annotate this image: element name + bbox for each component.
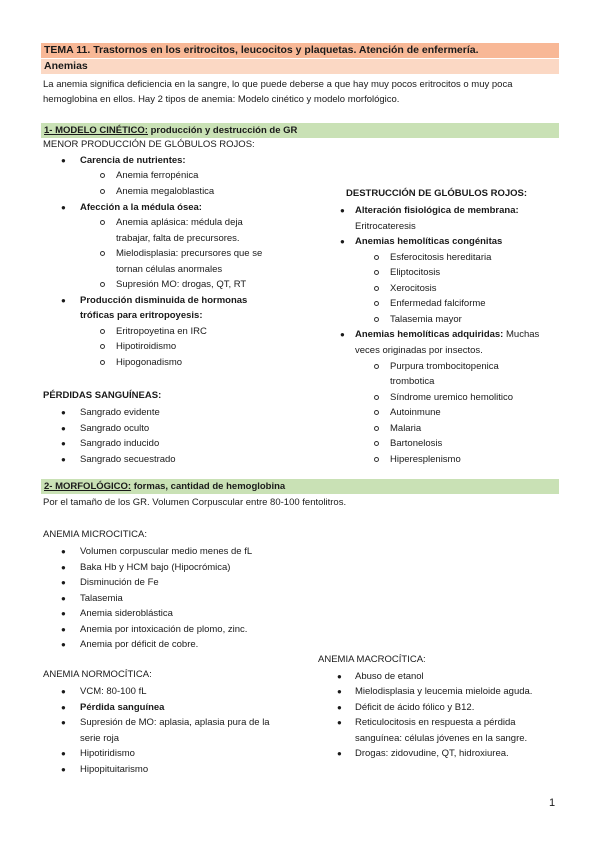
bullet-icon: ● <box>61 156 66 165</box>
circle-bullet-icon <box>374 301 379 306</box>
circle-bullet-icon <box>374 270 379 275</box>
circle-bullet-icon <box>374 317 379 322</box>
circle-bullet-icon <box>100 344 105 349</box>
list-item: Sangrado secuestrado <box>80 454 176 465</box>
bullet-icon: ● <box>61 424 66 433</box>
list-item: Déficit de ácido fólico y B12. <box>355 702 475 713</box>
bullet-icon: ● <box>61 718 66 727</box>
list-item: Autoinmune <box>390 407 441 418</box>
section2-title: formas, cantidad de hemoglobina <box>131 481 286 492</box>
group-label: Producción disminuida de hormonas <box>80 295 248 306</box>
circle-bullet-icon <box>374 426 379 431</box>
list-item: Pérdida sanguínea <box>80 702 165 713</box>
group-label: Afección a la médula ósea: <box>80 202 202 213</box>
bullet-icon: ● <box>61 296 66 305</box>
destruccion-heading: DESTRUCCIÓN DE GLÓBULOS ROJOS: <box>346 188 528 199</box>
bullet-icon: ● <box>61 203 66 212</box>
bullet-icon: ● <box>61 765 66 774</box>
bullet-icon: ● <box>337 687 342 696</box>
group-label-cont: tróficas para eritropoyesis: <box>80 310 203 321</box>
bullet-icon: ● <box>340 237 345 246</box>
list-item: Xerocitosis <box>390 283 437 294</box>
list-item: Abuso de etanol <box>355 671 424 682</box>
group-label: Alteración fisiológica de membrana: <box>355 205 519 216</box>
section1-header <box>41 123 559 138</box>
list-item: Bartonelosis <box>390 438 443 449</box>
group-label: Carencia de nutrientes: <box>80 155 186 166</box>
macrocitica-heading: ANEMIA MACROCÍTICA: <box>318 654 426 665</box>
list-item: Reticulocitosis en respuesta a pérdida <box>355 717 516 728</box>
list-item: Drogas: zidovudine, QT, hidroxiurea. <box>355 748 509 759</box>
circle-bullet-icon <box>100 251 105 256</box>
circle-bullet-icon <box>100 282 105 287</box>
circle-bullet-icon <box>374 410 379 415</box>
bullet-icon: ● <box>61 563 66 572</box>
circle-bullet-icon <box>374 255 379 260</box>
bullet-icon: ● <box>337 672 342 681</box>
list-item-cont: tornan células anormales <box>116 264 223 275</box>
list-item-cont: sanguínea: células jóvenes en la sangre. <box>355 733 528 744</box>
list-item: Purpura trombocitopenica <box>390 361 499 372</box>
circle-bullet-icon <box>100 329 105 334</box>
normocitica-heading: ANEMIA NORMOCÍTICA: <box>43 669 152 680</box>
bullet-icon: ● <box>61 594 66 603</box>
bullet-icon: ● <box>61 408 66 417</box>
bullet-icon: ● <box>61 625 66 634</box>
section1-title: producción y destrucción de GR <box>147 125 298 136</box>
bullet-icon: ● <box>61 640 66 649</box>
group-label <box>355 327 539 343</box>
list-item-cont: trombotica <box>390 376 435 387</box>
list-item: Sangrado evidente <box>80 407 160 418</box>
circle-bullet-icon <box>374 395 379 400</box>
list-item: Anemia sideroblástica <box>80 608 173 619</box>
bullet-icon: ● <box>61 439 66 448</box>
bullet-icon: ● <box>61 609 66 618</box>
list-item: Hipotiroidismo <box>116 341 177 352</box>
list-item: Hipopituitarismo <box>80 764 149 775</box>
page-number: 1 <box>549 797 556 809</box>
list-item: Anemia aplásica: médula deja <box>116 217 243 228</box>
menor-produccion-heading: MENOR PRODUCCIÓN DE GLÓBULOS ROJOS: <box>43 139 255 150</box>
section2-number: 2- MORFOLÓGICO: <box>44 481 132 492</box>
list-item: Sangrado oculto <box>80 423 150 434</box>
bullet-icon: ● <box>337 718 342 727</box>
list-item: VCM: 80-100 fL <box>80 686 147 697</box>
microcitica-heading: ANEMIA MICROCITICA: <box>43 529 147 540</box>
list-item: Hiperesplenismo <box>390 454 461 465</box>
document-title: TEMA 11. Trastornos en los eritrocitos, leucocitos y plaquetas. Atención de enfermería. <box>41 43 559 58</box>
group-label-cont: veces originadas por insectos. <box>355 345 483 356</box>
section-subtitle: Anemias <box>41 59 559 74</box>
circle-bullet-icon <box>100 189 105 194</box>
list-item: Volumen corpuscular medio menes de fL <box>80 546 253 557</box>
list-item: Eritropoyetina en IRC <box>116 326 207 337</box>
bullet-icon: ● <box>61 703 66 712</box>
list-item: Hipotiridismo <box>80 748 135 759</box>
intro-line-2: hemoglobina en ellos. Hay 2 tipos de anemia: Modelo cinético y modelo morfológico. <box>43 94 400 105</box>
circle-bullet-icon <box>100 220 105 225</box>
bullet-icon: ● <box>61 687 66 696</box>
circle-bullet-icon <box>374 457 379 462</box>
list-item: Talasemia mayor <box>390 314 462 325</box>
list-item: Supresión de MO: aplasia, aplasia pura de la <box>80 717 270 728</box>
circle-bullet-icon <box>100 360 105 365</box>
list-item: Anemia por intoxicación de plomo, zinc. <box>80 624 248 635</box>
list-item: Eliptocitosis <box>390 267 441 278</box>
section2-intro: Por el tamaño de los GR. Volumen Corpuscular entre 80-100 fentolitros. <box>43 497 347 508</box>
bullet-icon: ● <box>340 330 345 339</box>
list-item: Anemia por déficit de cobre. <box>80 639 199 650</box>
group-label: Anemias hemolíticas congénitas <box>355 236 503 247</box>
list-item: Esferocitosis hereditaria <box>390 252 492 263</box>
perdidas-heading: PÉRDIDAS SANGUÍNEAS: <box>43 390 162 401</box>
list-item: Supresión MO: drogas, QT, RT <box>116 279 247 290</box>
circle-bullet-icon <box>374 364 379 369</box>
list-item: Sangrado inducido <box>80 438 160 449</box>
intro-line-1: La anemia significa deficiencia en la sangre, lo que puede deberse a que hay muy pocos eritrocitos o muy poca <box>43 79 513 90</box>
circle-bullet-icon <box>374 286 379 291</box>
list-item: Baka Hb y HCM bajo (Hipocrómica) <box>80 562 231 573</box>
bullet-icon: ● <box>61 578 66 587</box>
list-item: Talasemia <box>80 593 123 604</box>
list-item-cont: serie roja <box>80 733 120 744</box>
circle-bullet-icon <box>100 173 105 178</box>
list-item: Síndrome uremico hemolitico <box>390 392 514 403</box>
bullet-icon: ● <box>61 455 66 464</box>
list-item-cont: trabajar, falta de precursores. <box>116 233 240 244</box>
list-item: Hipogonadismo <box>116 357 183 368</box>
list-item: Enfermedad falciforme <box>390 298 486 309</box>
list-item: Malaria <box>390 423 422 434</box>
list-item: Anemia ferropénica <box>116 170 199 181</box>
bullet-icon: ● <box>340 206 345 215</box>
list-item: Mielodisplasia: precursores que se <box>116 248 263 259</box>
circle-bullet-icon <box>374 441 379 446</box>
group-label-cont: Eritrocateresis <box>355 221 416 232</box>
list-item: Mielodisplasia y leucemia mieloide aguda. <box>355 686 533 697</box>
bullet-icon: ● <box>61 749 66 758</box>
bullet-icon: ● <box>61 547 66 556</box>
section1-number: 1- MODELO CINÉTICO: <box>44 125 148 136</box>
bullet-icon: ● <box>337 749 342 758</box>
section2-header <box>41 479 559 494</box>
group-label-rest: Muchas <box>503 329 540 340</box>
list-item: Disminución de Fe <box>80 577 159 588</box>
group-label-bold: Anemias hemolíticas adquiridas: <box>355 329 504 340</box>
bullet-icon: ● <box>337 703 342 712</box>
list-item: Anemia megaloblastica <box>116 186 215 197</box>
